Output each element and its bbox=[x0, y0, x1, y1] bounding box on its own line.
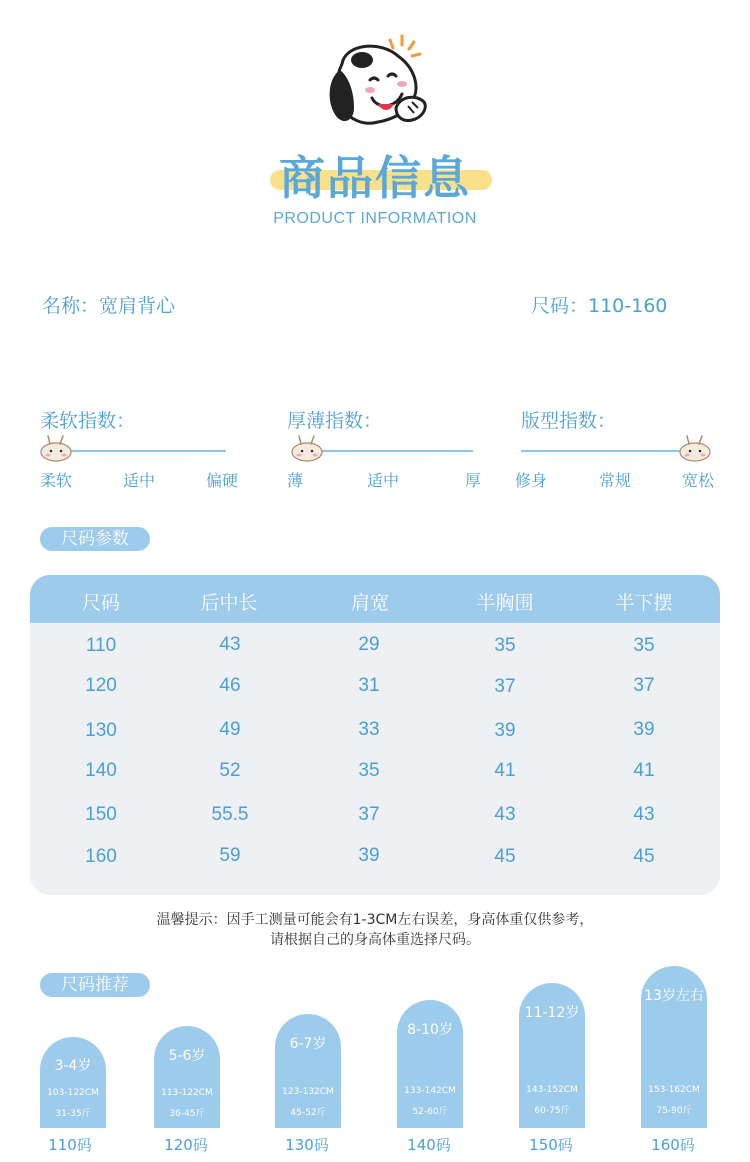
table-cell: 35 bbox=[494, 635, 516, 656]
column-header: 半下摆 bbox=[615, 592, 673, 614]
table-cell: 43 bbox=[494, 804, 516, 825]
index-label: 适中 bbox=[367, 471, 400, 490]
table-cell: 160 bbox=[85, 846, 117, 867]
tip-line-2: 请根据自己的身高体重选择尺码。 bbox=[270, 932, 480, 948]
product-name: 名称：宽肩背心 bbox=[42, 295, 176, 317]
table-cell: 41 bbox=[494, 760, 516, 781]
size-card bbox=[641, 966, 707, 1128]
table-cell: 120 bbox=[85, 675, 117, 696]
fit-index bbox=[515, 406, 721, 496]
table-cell: 39 bbox=[494, 720, 516, 741]
index-title: 厚薄指数： bbox=[287, 410, 383, 432]
index-label: 修身 bbox=[515, 471, 548, 490]
table-cell: 59 bbox=[219, 845, 241, 866]
product-size-range: 尺码：110-160 bbox=[531, 295, 668, 317]
size-recommend-pill: 尺码推荐 bbox=[40, 973, 150, 997]
card-age: 6-7岁 bbox=[289, 1036, 327, 1052]
column-header: 后中长 bbox=[200, 592, 258, 614]
table-cell: 130 bbox=[85, 720, 117, 741]
index-label: 厚 bbox=[465, 471, 482, 490]
thickness-index bbox=[287, 406, 487, 496]
index-label: 薄 bbox=[287, 471, 304, 490]
index-track bbox=[305, 450, 473, 452]
table-cell: 37 bbox=[494, 676, 516, 697]
card-size-code: 130码 bbox=[285, 1136, 329, 1154]
table-cell: 31 bbox=[358, 675, 380, 696]
bunny-marker-icon bbox=[38, 432, 74, 462]
size-card bbox=[275, 1014, 341, 1128]
table-cell: 110 bbox=[85, 635, 117, 656]
index-label: 宽松 bbox=[682, 471, 715, 490]
table-cell: 39 bbox=[633, 719, 655, 740]
card-weight: 60-75斤 bbox=[534, 1106, 570, 1116]
snoopy-mascot-icon bbox=[320, 34, 432, 134]
bunny-marker-icon bbox=[677, 432, 713, 462]
column-header: 肩宽 bbox=[350, 592, 389, 614]
card-height: 113-122CM bbox=[161, 1088, 213, 1098]
table-cell: 49 bbox=[219, 719, 241, 740]
card-size-code: 110码 bbox=[48, 1136, 92, 1154]
index-label: 适中 bbox=[123, 471, 156, 490]
size-params-pill: 尺码参数 bbox=[40, 527, 150, 551]
table-header bbox=[30, 575, 720, 623]
table-cell: 41 bbox=[633, 760, 655, 781]
table-cell: 43 bbox=[633, 804, 655, 825]
page-subtitle: PRODUCT INFORMATION bbox=[273, 210, 477, 227]
card-age: 13岁左右 bbox=[644, 988, 704, 1004]
index-title: 版型指数： bbox=[521, 410, 617, 432]
table-cell: 150 bbox=[85, 804, 117, 825]
index-label: 常规 bbox=[599, 471, 632, 490]
card-age: 5-6岁 bbox=[168, 1048, 206, 1064]
card-height: 143-152CM bbox=[526, 1085, 578, 1095]
title-block bbox=[0, 142, 750, 205]
card-size-code: 150码 bbox=[529, 1136, 573, 1154]
tip-line-1: 温馨提示：因手工测量可能会有1-3CM左右误差，身高体重仅供参考， bbox=[156, 912, 594, 928]
table-cell: 52 bbox=[219, 760, 241, 781]
page-title: 商品信息 bbox=[279, 151, 471, 205]
card-size-code: 140码 bbox=[407, 1136, 451, 1154]
card-weight: 45-52斤 bbox=[290, 1108, 326, 1118]
bunny-marker-icon bbox=[289, 432, 325, 462]
table-cell: 45 bbox=[494, 846, 516, 867]
card-age: 3-4岁 bbox=[54, 1058, 92, 1074]
softness-index bbox=[40, 406, 240, 496]
index-track bbox=[58, 450, 226, 452]
card-height: 133-142CM bbox=[404, 1086, 456, 1096]
card-size-code: 120码 bbox=[164, 1136, 208, 1154]
index-title: 柔软指数： bbox=[40, 410, 136, 432]
size-card bbox=[519, 983, 585, 1128]
index-label: 偏硬 bbox=[206, 471, 239, 490]
card-weight: 31-35斤 bbox=[55, 1109, 91, 1119]
column-header: 尺码 bbox=[81, 592, 120, 614]
table-cell: 140 bbox=[85, 760, 117, 781]
index-track bbox=[521, 450, 689, 452]
card-weight: 52-60斤 bbox=[412, 1107, 448, 1117]
table-cell: 43 bbox=[219, 634, 241, 655]
size-card bbox=[397, 1000, 463, 1128]
table-cell: 35 bbox=[358, 760, 380, 781]
card-weight: 36-45斤 bbox=[169, 1109, 205, 1119]
card-height: 123-132CM bbox=[282, 1087, 334, 1097]
table-cell: 55.5 bbox=[211, 804, 249, 825]
table-cell: 46 bbox=[219, 675, 241, 696]
size-card bbox=[40, 1037, 106, 1128]
card-height: 153-162CM bbox=[648, 1085, 700, 1095]
column-header: 半胸围 bbox=[476, 592, 534, 614]
table-cell: 37 bbox=[633, 675, 655, 696]
table-cell: 29 bbox=[358, 634, 380, 655]
table-cell: 33 bbox=[358, 719, 380, 740]
index-label: 柔软 bbox=[40, 471, 73, 490]
table-cell: 39 bbox=[358, 845, 380, 866]
card-size-code: 160码 bbox=[651, 1136, 695, 1154]
card-weight: 75-90斤 bbox=[656, 1106, 692, 1116]
table-cell: 35 bbox=[633, 635, 655, 656]
table-cell: 45 bbox=[633, 846, 655, 867]
size-table bbox=[30, 575, 720, 895]
card-height: 103-122CM bbox=[47, 1088, 99, 1098]
card-age: 11-12岁 bbox=[524, 1005, 580, 1021]
size-card bbox=[154, 1026, 220, 1128]
card-age: 8-10岁 bbox=[407, 1022, 453, 1038]
table-cell: 37 bbox=[358, 804, 380, 825]
